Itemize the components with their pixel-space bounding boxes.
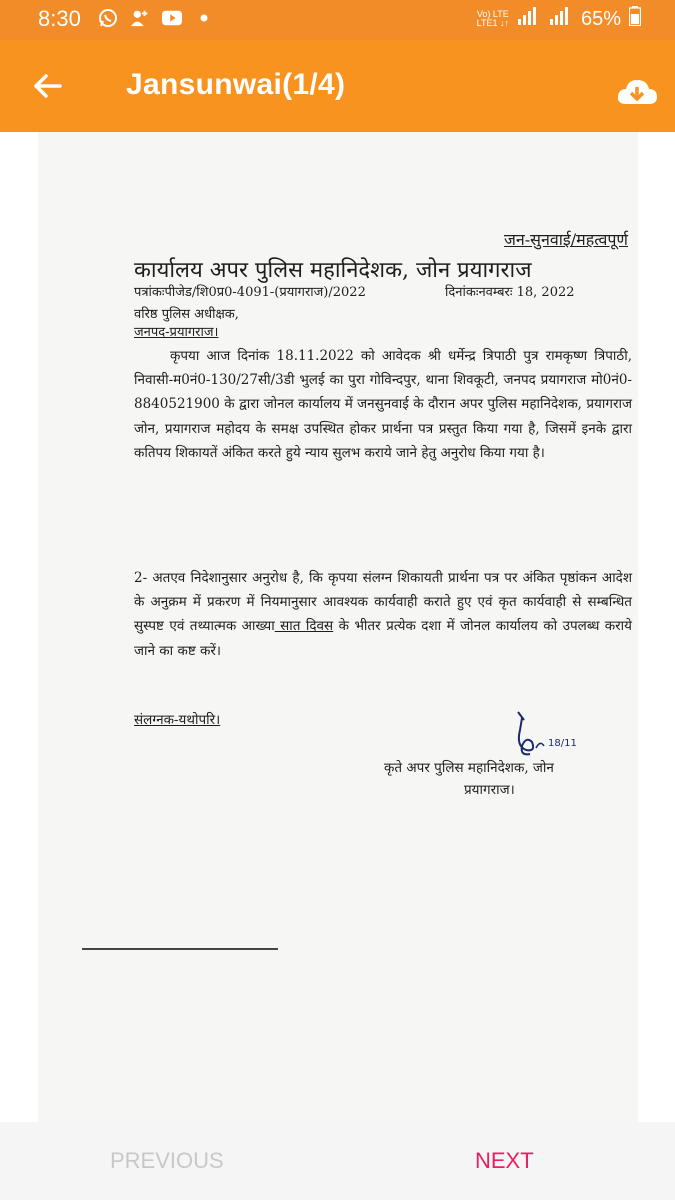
network-top-label: Vo) LTE: [476, 9, 509, 19]
doc-enclosure: संलग्नक-यथोपरि।: [134, 712, 221, 728]
doc-date: दिनांकःनवम्बरः 18, 2022: [445, 285, 575, 300]
dot-icon: [194, 8, 214, 28]
doc-signature-line1: कृते अपर पुलिस महानिदेशक, जोन: [384, 760, 554, 776]
app-bar: [0, 40, 675, 132]
back-button[interactable]: [28, 66, 68, 106]
status-bar: [0, 0, 675, 40]
network-bottom-label: LTE1 ↓↑: [476, 18, 509, 28]
page-title: Jansunwai(1/4): [126, 68, 346, 101]
bottom-nav: [0, 1122, 675, 1200]
battery-percent: 65%: [580, 7, 621, 30]
download-button[interactable]: [614, 74, 660, 112]
signal-2-icon: [549, 7, 573, 31]
doc-paragraph-2-end: के भीतर प्रत्येक दशा में जोनल कार्यालय को उपलब्ध कराये जाने का कष्ट करें।: [134, 618, 633, 659]
cloud-download-icon: [614, 74, 660, 112]
whatsapp-icon: [98, 8, 118, 28]
signal-icon: [517, 7, 541, 31]
status-time: 8:30: [38, 6, 81, 31]
status-right: [477, 6, 641, 32]
document-page: [38, 132, 638, 1122]
doc-recipient-line2: जनपद-प्रयागराज।: [134, 325, 219, 340]
youtube-icon: [162, 8, 182, 28]
doc-paragraph-2-start: 2- अतएव निदेशानुसार अनुरोध है, कि कृपया संलग्न शिकायती प्रार्थना पत्र पर अंकित पृष्ठांकन आदेश के अनुक्रम में प्रकरण में नियमानुसार आवश्यक कार्यवाही कराते हुए एवं कृत कार्यवाही से सम्बन्धित सुस्पष्ट एवं तथ्यात्मक आख्या: [134, 570, 632, 635]
doc-paragraph-2: [134, 566, 632, 663]
doc-signature-line2: प्रयागराज।: [464, 782, 515, 798]
notification-icons: [98, 8, 214, 28]
doc-reference: जन-सुनवाई/महत्वपूर्ण: [504, 230, 628, 249]
doc-letter-number: पत्रांकःपीजेड/शि0प्र0-4091-(प्रयागराज)/2022: [134, 285, 366, 300]
battery-icon: [629, 6, 641, 32]
signature-initials: 18/11: [548, 738, 577, 749]
doc-paragraph-1: कृपया आज दिनांक 18.11.2022 को आवेदक श्री धर्मेन्द्र त्रिपाठी पुत्र रामकृष्ण त्रिपाठी, निवासी-म0नं0-130/27सी/3डी भुलई का पुरा गोविन्दपुर, थाना शिवकूटी, जनपद प्रयागराज मो0नं0-8840521900 के द्वारा जोनल कार्यालय में जनसुनवाई के दौरान अपर पुलिस महानिदेशक, प्रयागराज जोन, प्रयागराज महोदय के समक्ष उपस्थित होकर प्रार्थना पत्र प्रस्तुत किया गया है, जिसमें इनके द्वारा कतिपय शिकायतें अंकित करते हुये न्याय सुलभ कराये जाने हेतु अनुरोध किया गया है।: [134, 348, 632, 461]
doc-heading: कार्यालय अपर पुलिस महानिदेशक, जोन प्रयागराज: [134, 258, 532, 283]
document-viewer[interactable]: [0, 132, 675, 1122]
network-label: [477, 10, 509, 28]
next-button[interactable]: NEXT: [475, 1148, 534, 1173]
previous-button[interactable]: PREVIOUS: [110, 1148, 224, 1173]
doc-highlight-seven-days: सात दिवस: [274, 618, 334, 635]
doc-recipient-line1: वरिष्ठ पुलिस अधीक्षक,: [134, 307, 239, 322]
arrow-left-icon: [28, 66, 68, 106]
scan-divider-line: [82, 948, 278, 950]
add-contact-icon: [130, 8, 150, 28]
